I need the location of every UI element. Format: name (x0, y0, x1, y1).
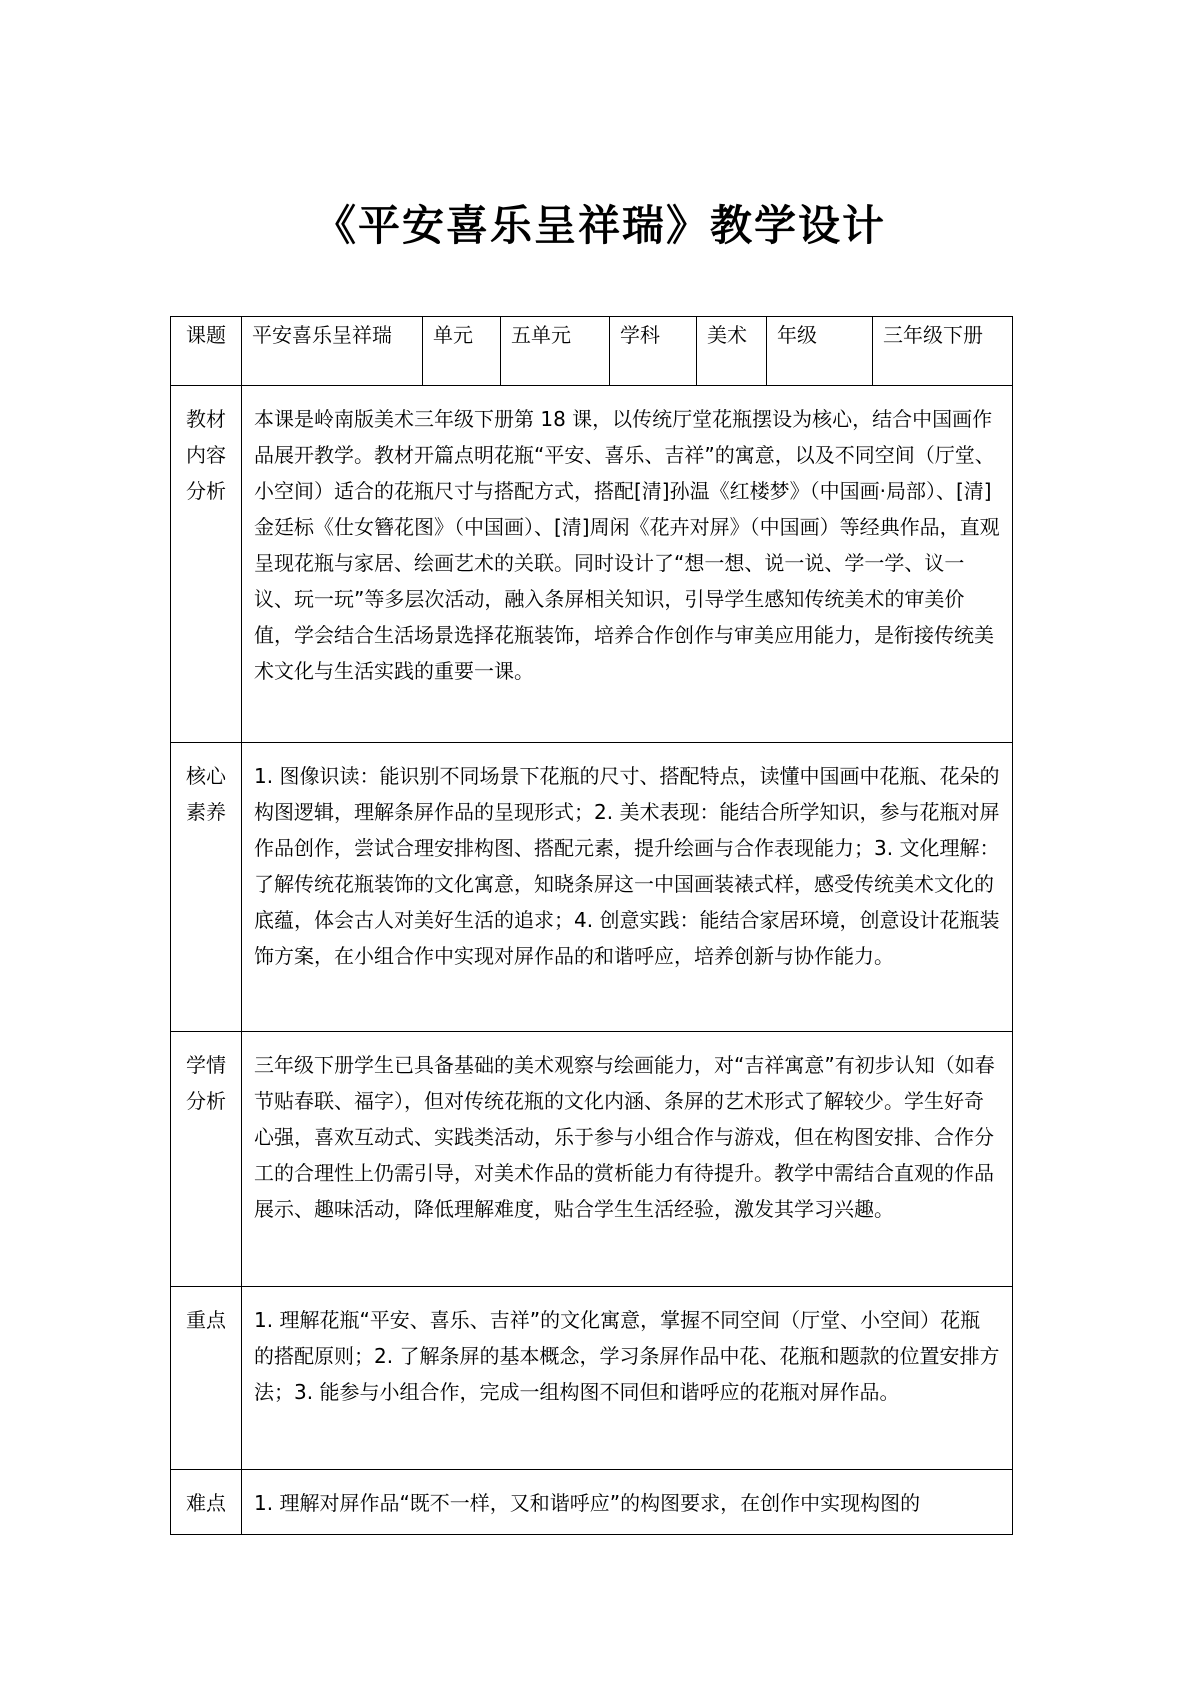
section-label-line: 学情 (186, 1053, 226, 1077)
section-row-material-analysis (171, 386, 1013, 743)
subject-value: 美术 (697, 317, 767, 386)
section-content: 1. 理解花瓶“平安、喜乐、吉祥”的文化寓意，掌握不同空间（厅堂、小空间）花瓶的搭配原则；2. 了解条屏的基本概念，学习条屏作品中花、花瓶和题款的位置安排方法；3. 能参与小组合作，完成一组构图不同但和谐呼应的花瓶对屏作品。 (242, 1287, 1013, 1470)
grade-label: 年级 (767, 317, 873, 386)
section-row-student-analysis (171, 1032, 1013, 1287)
page-title: 《平安喜乐呈祥瑞》教学设计 (313, 201, 886, 250)
section-row-difficulties (171, 1470, 1013, 1535)
section-label (171, 1470, 242, 1535)
section-label-line: 重点 (186, 1308, 226, 1332)
section-label (171, 1287, 242, 1470)
unit-label: 单元 (423, 317, 501, 386)
section-label-line: 教材 (186, 407, 226, 431)
section-label (171, 1032, 242, 1287)
section-label-line: 核心 (186, 764, 226, 788)
section-content: 本课是岭南版美术三年级下册第 18 课，以传统厅堂花瓶摆设为核心，结合中国画作品展开教学。教材开篇点明花瓶“平安、喜乐、吉祥”的寓意，以及不同空间（厅堂、小空间）适合的花瓶尺寸与搭配方式，搭配[清]孙温《红楼梦》（中国画·局部）、[清]金廷标《仕女簪花图》（中国画）、[清]周闲《花卉对屏》（中国画）等经典作品，直观呈现花瓶与家居、绘画艺术的关联。同时设计了“想一想、说一说、学一学、议一议、玩一玩”等多层次活动，融入条屏相关知识，引导学生感知传统美术的审美价值，学会结合生活场景选择花瓶装饰，培养合作创作与审美应用能力，是衔接传统美术文化与生活实践的重要一课。 (242, 386, 1013, 743)
section-content: 1. 图像识读：能识别不同场景下花瓶的尺寸、搭配特点，读懂中国画中花瓶、花朵的构图逻辑，理解条屏作品的呈现形式；2. 美术表现：能结合所学知识，参与花瓶对屏作品创作，尝试合理安排构图、搭配元素，提升绘画与合作表现能力；3. 文化理解：了解传统花瓶装饰的文化寓意，知晓条屏这一中国画装裱式样，感受传统美术文化的底蕴，体会古人对美好生活的追求；4. 创意实践：能结合家居环境，创意设计花瓶装饰方案，在小组合作中实现对屏作品的和谐呼应，培养创新与协作能力。 (242, 743, 1013, 1032)
unit-value: 五单元 (501, 317, 610, 386)
section-label-line: 素养 (186, 800, 226, 824)
section-label-line: 分析 (186, 1089, 226, 1113)
topic-label: 课题 (171, 317, 242, 386)
section-label-line: 分析 (186, 479, 226, 503)
section-row-core-literacy (171, 743, 1013, 1032)
section-label-line: 难点 (186, 1491, 226, 1515)
info-row (171, 317, 1013, 386)
section-content: 1. 理解对屏作品“既不一样，又和谐呼应”的构图要求，在创作中实现构图的 (242, 1470, 1013, 1535)
section-content: 三年级下册学生已具备基础的美术观察与绘画能力，对“吉祥寓意”有初步认知（如春节贴春联、福字），但对传统花瓶的文化内涵、条屏的艺术形式了解较少。学生好奇心强，喜欢互动式、实践类活动，乐于参与小组合作与游戏，但在构图安排、合作分工的合理性上仍需引导，对美术作品的赏析能力有待提升。教学中需结合直观的作品展示、趣味活动，降低理解难度，贴合学生生活经验，激发其学习兴趣。 (242, 1032, 1013, 1287)
lesson-design-table (170, 316, 1013, 1535)
subject-label: 学科 (610, 317, 697, 386)
topic-value: 平安喜乐呈祥瑞 (242, 317, 423, 386)
section-row-key-points (171, 1287, 1013, 1470)
section-label (171, 743, 242, 1032)
section-label (171, 386, 242, 743)
section-label-line: 内容 (186, 443, 226, 467)
grade-value: 三年级下册 (873, 317, 1013, 386)
